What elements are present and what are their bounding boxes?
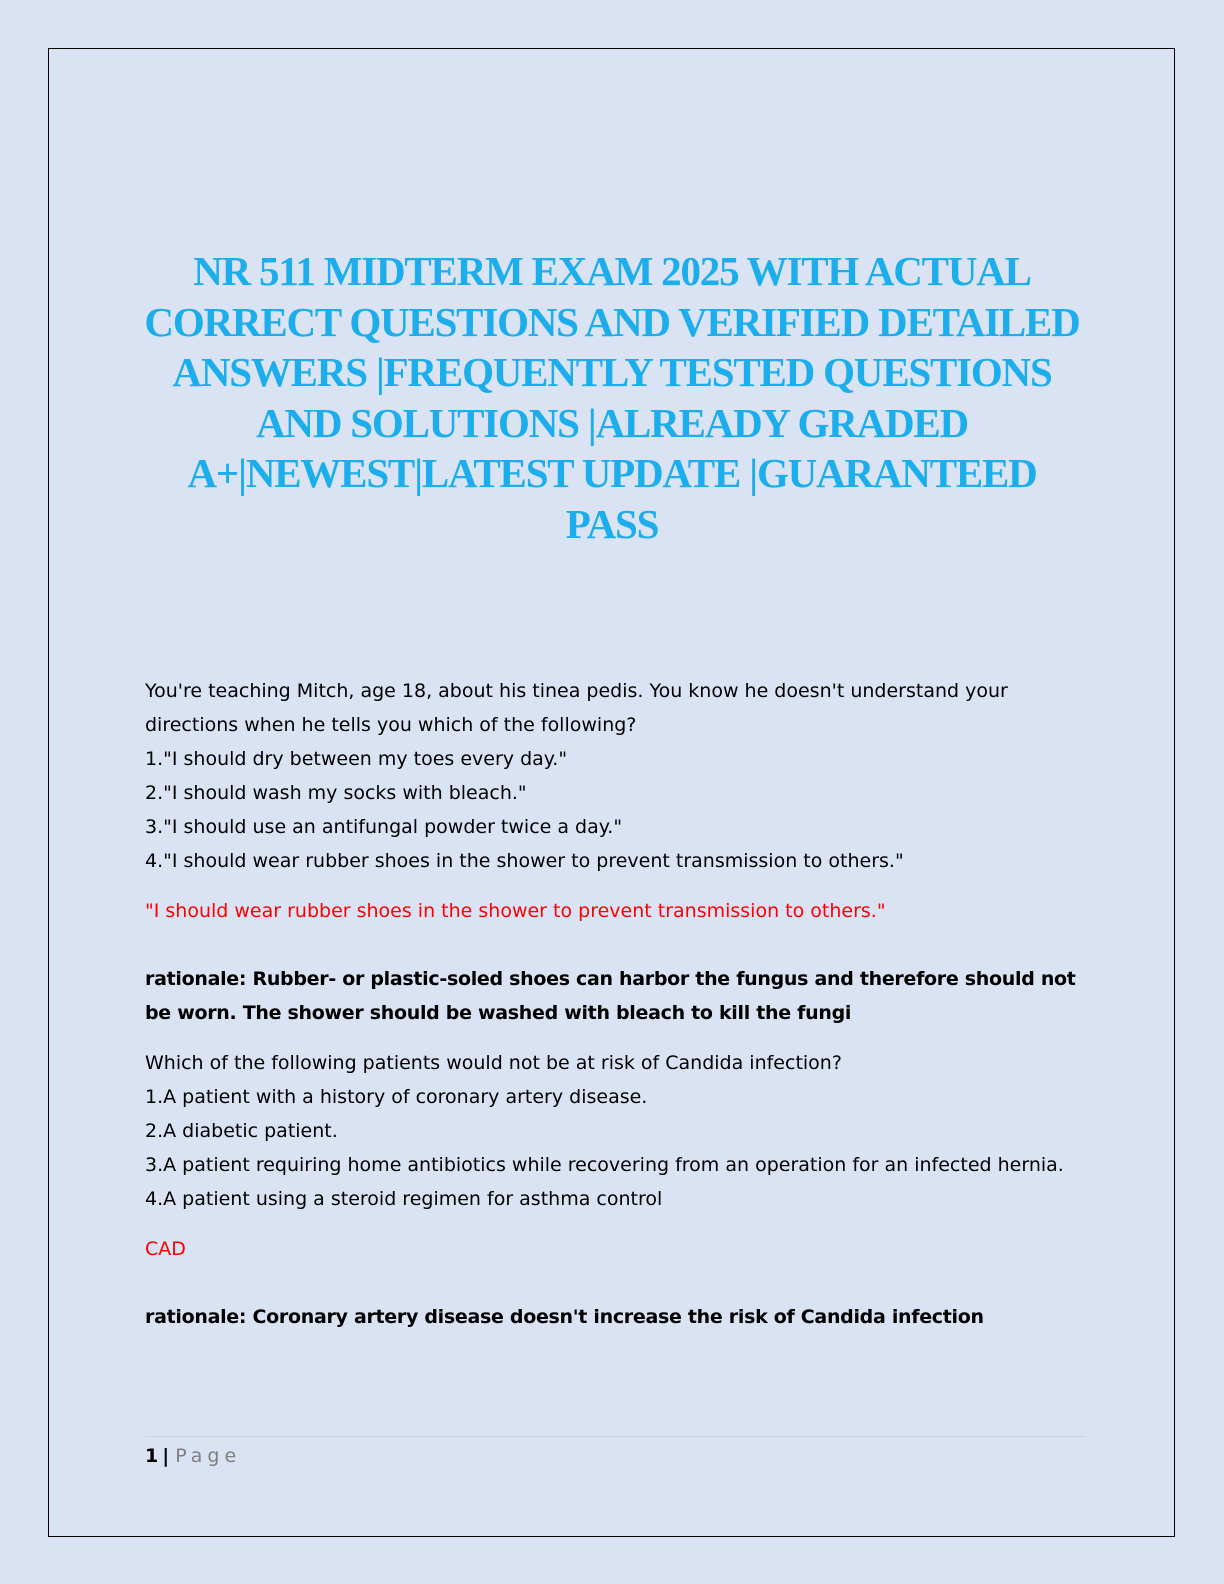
question-option: 1."I should dry between my toes every day." <box>145 748 568 770</box>
document-body <box>145 674 1090 1334</box>
page-number: 1 <box>145 1445 159 1467</box>
question-rationale: rationale: Coronary artery disease doesn't increase the risk of Candida infection <box>145 1306 984 1328</box>
question-option: 3.A patient requiring home antibiotics while recovering from an operation for an infected hernia. <box>145 1154 1064 1176</box>
document-title: NR 511 MIDTERM EXAM 2025 WITH ACTUAL CORRECT QUESTIONS AND VERIFIED DETAILED ANSWERS |FREQUENTLY TESTED QUESTIONS AND SOLUTIONS |ALREADY GRADED A+|NEWEST|LATEST UPDATE |GUARANTEED PASS <box>144 248 1080 547</box>
question-option: 2.A diabetic patient. <box>145 1120 338 1142</box>
question-answer: "I should wear rubber shoes in the shower to prevent transmission to others." <box>145 900 886 922</box>
footer-separator: | <box>162 1445 170 1467</box>
question-answer: CAD <box>145 1238 186 1260</box>
question-option: 1.A patient with a history of coronary artery disease. <box>145 1086 648 1108</box>
question-block-2 <box>145 1046 1090 1334</box>
question-rationale: rationale: Rubber- or plastic-soled shoes can harbor the fungus and therefore should not be worn. The shower should be washed with bleach to kill the fungi <box>145 968 1076 1024</box>
question-option: 4.A patient using a steroid regimen for asthma control <box>145 1188 663 1210</box>
question-stem: You're teaching Mitch, age 18, about his tinea pedis. You know he doesn't understand your directions when he tells you which of the following? <box>145 680 1008 736</box>
question-option: 2."I should wash my socks with bleach." <box>145 782 527 804</box>
question-block-1 <box>145 674 1090 1030</box>
question-option: 4."I should wear rubber shoes in the shower to prevent transmission to others." <box>145 850 904 872</box>
question-stem: Which of the following patients would not be at risk of Candida infection? <box>145 1052 842 1074</box>
page-footer <box>145 1436 1085 1471</box>
page-label: Page <box>175 1445 242 1467</box>
question-option: 3."I should use an antifungal powder twice a day." <box>145 816 623 838</box>
